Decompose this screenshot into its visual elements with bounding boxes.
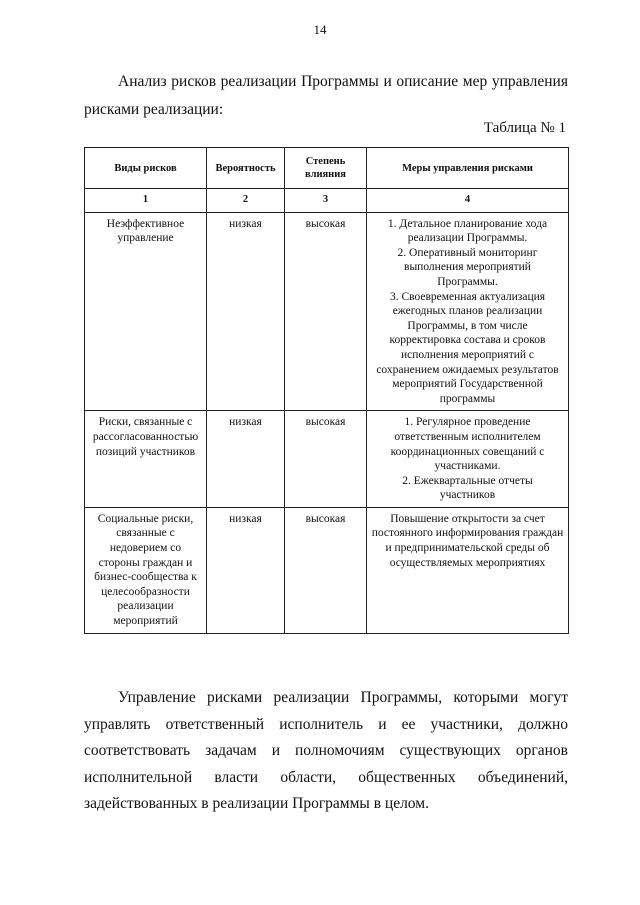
measure-item: 1. Детальное планирование хода реализации Программы. bbox=[387, 217, 548, 245]
probability-cell: низкая bbox=[207, 507, 285, 633]
impact-cell: высокая bbox=[285, 507, 367, 633]
risks-table bbox=[84, 147, 569, 634]
impact-cell: высокая bbox=[285, 212, 367, 411]
header-risk-type: Виды рисков bbox=[85, 148, 207, 189]
table-row bbox=[85, 507, 569, 633]
table-label: Таблица № 1 bbox=[483, 120, 566, 136]
measures-cell bbox=[367, 212, 569, 411]
risk-management-paragraph: Управление рисками реализации Программы, которыми могут управлять ответственный исполнитель и ее участники, должно соответствовать задачам и полномочиям существующих органов исполнительной власти области, общественных объединений, задействованных в реализации Программы в целом. bbox=[84, 689, 568, 812]
table-header-row bbox=[85, 148, 569, 189]
risk-type-cell: Неэффективное управление bbox=[85, 212, 207, 411]
risk-type-cell: Социальные риски, связанные с недоверием со стороны граждан и бизнес-сообщества к целесообразности реализации мероприятий bbox=[85, 507, 207, 633]
header-impact: Степень влияния bbox=[285, 148, 367, 189]
probability-cell: низкая bbox=[207, 411, 285, 508]
header-probability: Вероятность bbox=[207, 148, 285, 189]
column-number: 4 bbox=[367, 189, 569, 213]
section-heading: Анализ рисков реализации Программы и описание мер управления рисками реализации: bbox=[84, 73, 568, 118]
measure-item: 1. Регулярное проведение ответственным исполнителем координационных совещаний с участниками. bbox=[390, 416, 545, 473]
risk-type-cell: Риски, связанные с рассогласованностью позиций участников bbox=[85, 411, 207, 508]
measure-item: Повышение открытости за счет постоянного информирования граждан и предпринимательской среды об осуществляемых мероприятиях bbox=[371, 512, 564, 569]
column-number: 1 bbox=[85, 189, 207, 213]
table-row bbox=[85, 411, 569, 508]
probability-cell: низкая bbox=[207, 212, 285, 411]
measures-cell bbox=[367, 507, 569, 633]
measure-item: 2. Оперативный мониторинг выполнения мероприятий Программы. bbox=[397, 246, 538, 288]
column-number: 2 bbox=[207, 189, 285, 213]
measures-cell bbox=[367, 411, 569, 508]
column-number: 3 bbox=[285, 189, 367, 213]
column-number-row bbox=[85, 189, 569, 213]
header-measures: Меры управления рисками bbox=[367, 148, 569, 189]
measure-item: 3. Своевременная актуализация ежегодных планов реализации Программы, в том числе корректировка состава и сроков исполнения мероприятий с сохранением ожидаемых результатов мероприятий Государственной программы bbox=[376, 290, 559, 405]
measure-item: 2. Ежеквартальные отчеты участников bbox=[402, 474, 533, 502]
impact-cell: высокая bbox=[285, 411, 367, 508]
page-number: 14 bbox=[313, 22, 327, 37]
table-row bbox=[85, 212, 569, 411]
